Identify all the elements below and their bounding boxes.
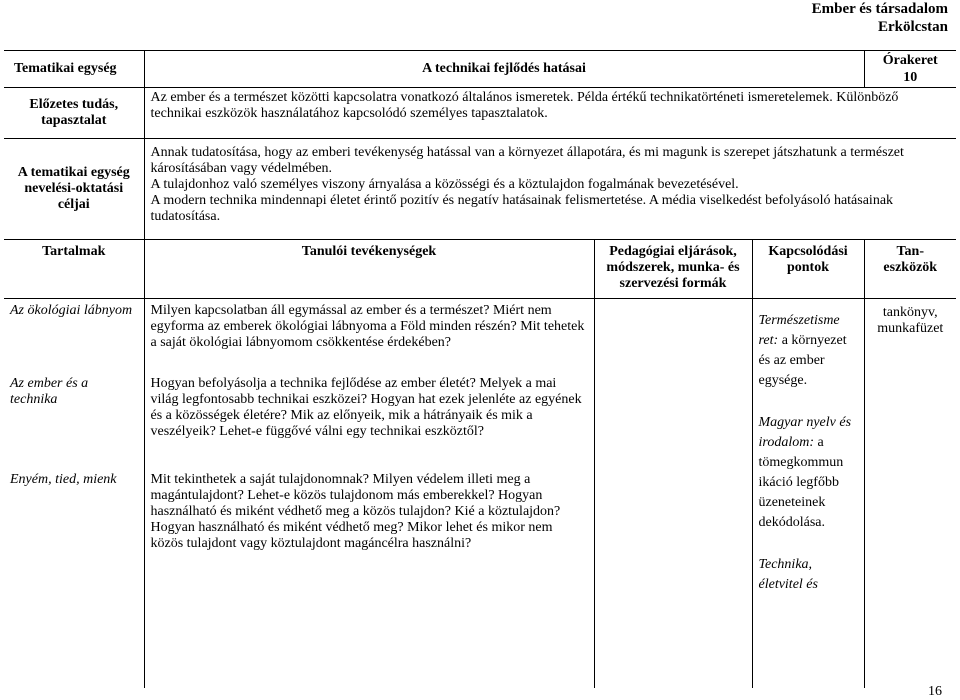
link-subject: Magyar nyelv és irodalom: (758, 415, 852, 450)
col-header-activities: Tanulói tevékenységek (144, 240, 594, 299)
col-header-tools: Tan-eszközök (864, 240, 956, 299)
hours-label: Órakeret (882, 53, 938, 68)
activity-text: Hogyan befolyásolja a technika fejlődése az ember életét? Melyek a mai világ legfontosabb technikai eszközei? Hogyan hat ezek jelenléte az egyének és a közösségek életére? Mik az előnyeik, mik a hátrányaik és mik a veszélyeik? Lehet-e függővé válni egy technikai eszköztől? (144, 376, 594, 472)
tools-cell: tankönyv, munkafüzet (864, 299, 956, 689)
goals-label: A tematikai egység nevelési-oktatási céljai (17, 165, 130, 212)
row-topic (4, 51, 956, 88)
page-number: 16 (928, 684, 942, 699)
prior-knowledge-label: Előzetes tudás, tapasztalat (29, 97, 119, 128)
goals-text (144, 139, 956, 240)
link-item (759, 311, 858, 391)
table-row (4, 299, 956, 377)
activity-text: Milyen kapcsolatban áll egymással az ember és a természet? Miért nem egyforma az emberek ökológiai lábnyoma a Föld minden részén? Mit tehetek a saját ökológiai lábnyomom csökkentése érdekében? (144, 299, 594, 377)
row-prior-knowledge (4, 88, 956, 139)
col-header-links: Kapcsolódási pontok (752, 240, 864, 299)
link-text: a környezet és az ember egysége. (758, 333, 847, 388)
topic-label: Tematikai egység (14, 61, 117, 76)
col-header-content: Tartalmak (42, 244, 106, 259)
link-text: a tömegkommun ikáció legfőbb üzeneteinek dekódolása. (758, 435, 844, 530)
link-item (759, 413, 858, 533)
subject-header (812, 0, 948, 36)
subject-line-2: Erkölcstan (877, 19, 948, 35)
goal-line: A modern technika mindennapi életet érintő pozitív és negatív hatásainak felismertetése. A média viselkedést befolyásoló hatásainak tudatosítása. (150, 193, 894, 224)
links-cell (752, 299, 864, 689)
link-subject: Technika, életvitel és (758, 557, 818, 592)
curriculum-table (4, 50, 956, 688)
prior-knowledge-text: Az ember és a természet közötti kapcsolatra vonatkozó általános ismeretek. Példa értékű technikatörténeti ismeretelemek. Különböző technikai eszközök használatához kapcsolódó személyes tapasztalatok. (144, 88, 956, 139)
link-item (759, 555, 858, 595)
hours-value: 10 (903, 70, 918, 85)
goal-line: Annak tudatosítása, hogy az emberi tevékenység hatással van a környezet állapotára, és mi magunk is szerepet játszhatunk a természet károsításában vagy védelmében. (150, 145, 904, 176)
content-title: Enyém, tied, mienk (10, 472, 117, 487)
hours-cell (864, 51, 956, 88)
row-goals (4, 139, 956, 240)
col-header-methods: Pedagógiai eljárások, módszerek, munka- és szervezési formák (594, 240, 752, 299)
content-title: Az ember és a technika (10, 376, 89, 407)
topic-value: A technikai fejlődés hatásai (144, 51, 864, 88)
content-title: Az ökológiai lábnyom (10, 303, 133, 318)
activity-text: Mit tekinthetek a saját tulajdonomnak? Milyen védelem illeti meg a magántulajdont? Lehet-e közös tulajdonom más emberekkel? Hogyan használható és miként védhető meg a közös tulajdon? Kié a köztulajdon? Hogyan használható és miként védhető meg? Mikor lehet és mikor nem közös tulajdont vagy köztulajdont magáncélra használni? (144, 472, 594, 688)
row-column-headers (4, 240, 956, 299)
link-subject: Természetisme ret: (758, 313, 840, 348)
methods-cell (594, 299, 752, 689)
subject-line-1: Ember és társadalom (811, 1, 948, 17)
goal-line: A tulajdonhoz való személyes viszony árnyalása a közösségi és a köztulajdon fogalmának bevezetésével. (150, 177, 739, 192)
